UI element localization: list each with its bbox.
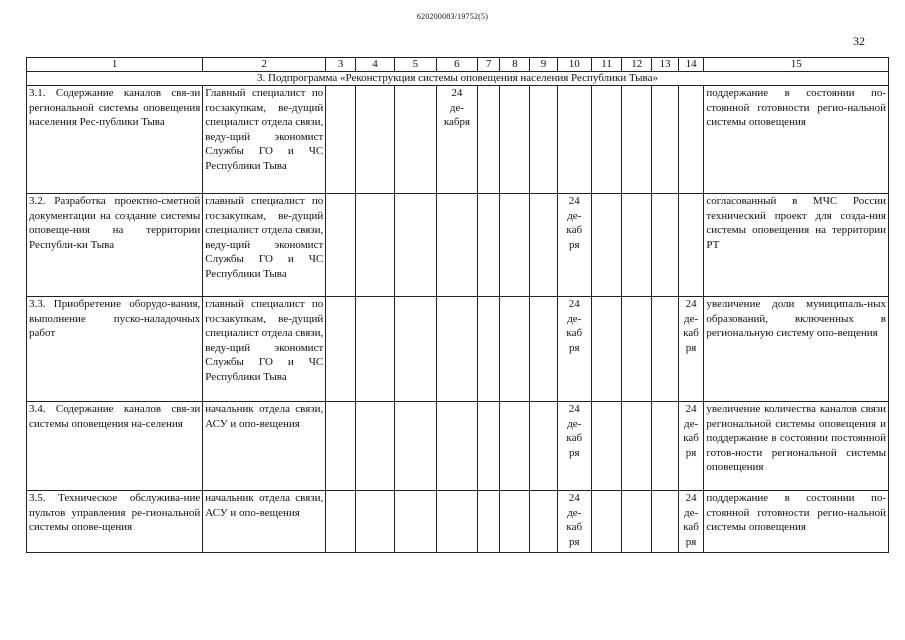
column-header: 4 [355,58,394,72]
deadline-col10: 24 де- каб ря [557,194,591,297]
column-header: 15 [704,58,889,72]
column-header: 10 [557,58,591,72]
column-header: 5 [394,58,436,72]
executor: главный специалист по госзакупкам, ве-дущий специалист отдела связи, веду-щий экономист Службы ГО и ЧС Республики Тыва [203,297,326,402]
table-row [27,491,889,553]
expected-result: увеличение доли муниципаль-ных образований, включенных в региональную систему опо-вещения [704,297,889,402]
activity-name: 3.4. Содержание каналов свя-зи системы оповещения на-селения [27,402,203,491]
expected-result: согласованный в МЧС России технический проект для созда-ния системы оповещения на территории РТ [704,194,889,297]
table-row [27,297,889,402]
executor: Главный специалист по госзакупкам, ве-дущий специалист отдела связи, веду-щий экономист Службы ГО и ЧС Республики Тыва [203,86,326,194]
deadline-col14 [678,86,704,194]
page-number: 32 [853,34,865,48]
subprogram-title: 3. Подпрограмма «Реконструкция системы оповещения населения Республики Тыва» [27,72,889,86]
column-header: 13 [652,58,679,72]
executor: главный специалист по госзакупкам, ве-дущий специалист отдела связи, веду-щий экономист Службы ГО и ЧС Республики Тыва [203,194,326,297]
subprogram-row [27,72,889,86]
deadline-col6: 24 де- кабря [436,86,477,194]
deadline-col6 [436,297,477,402]
deadline-col14 [678,194,704,297]
column-header: 6 [436,58,477,72]
deadline-col14: 24 де- каб ря [678,297,704,402]
column-header: 14 [678,58,704,72]
deadline-col10 [557,86,591,194]
column-header: 2 [203,58,326,72]
deadline-col6 [436,491,477,553]
deadline-col14: 24 де- каб ря [678,491,704,553]
table-row [27,194,889,297]
table-row [27,86,889,194]
column-header: 8 [500,58,530,72]
deadline-col6 [436,402,477,491]
executor: начальник отдела связи, АСУ и опо-вещения [203,491,326,553]
activity-name: 3.3. Приобретение оборудо-вания, выполнение пуско-наладочных работ [27,297,203,402]
column-header: 12 [622,58,652,72]
column-header: 1 [27,58,203,72]
column-header: 7 [477,58,500,72]
column-number-row [27,58,889,72]
deadline-col10: 24 де- каб ря [557,402,591,491]
column-header: 3 [326,58,356,72]
deadline-col6 [436,194,477,297]
deadline-col10: 24 де- каб ря [557,491,591,553]
table-row [27,402,889,491]
expected-result: поддержание в состоянии по-стоянной готовности регио-нальной системы оповещения [704,86,889,194]
activity-name: 3.5. Техническое обслужива-ние пультов управления ре-гиональной системы опове-щения [27,491,203,553]
activity-name: 3.2. Разработка проектно-сметной документации на создание системы оповеще-ния на территории Республи-ки Тыва [27,194,203,297]
plan-table [26,57,889,553]
column-header: 9 [530,58,558,72]
expected-result: увеличение количества каналов связи региональной системы оповещения и поддержание в состоянии постоянной готов-ности региональной системы оповещения [704,402,889,491]
column-header: 11 [591,58,622,72]
expected-result: поддержание в состоянии по-стоянной готовности регио-нальной системы оповещения [704,491,889,553]
document-id: 620200083/19752(5) [416,12,489,21]
activity-name: 3.1. Содержание каналов свя-зи региональной системы оповещения населения Рес-публики Тыва [27,86,203,194]
executor: начальник отдела связи, АСУ и опо-вещения [203,402,326,491]
deadline-col14: 24 де- каб ря [678,402,704,491]
deadline-col10: 24 де- каб ря [557,297,591,402]
